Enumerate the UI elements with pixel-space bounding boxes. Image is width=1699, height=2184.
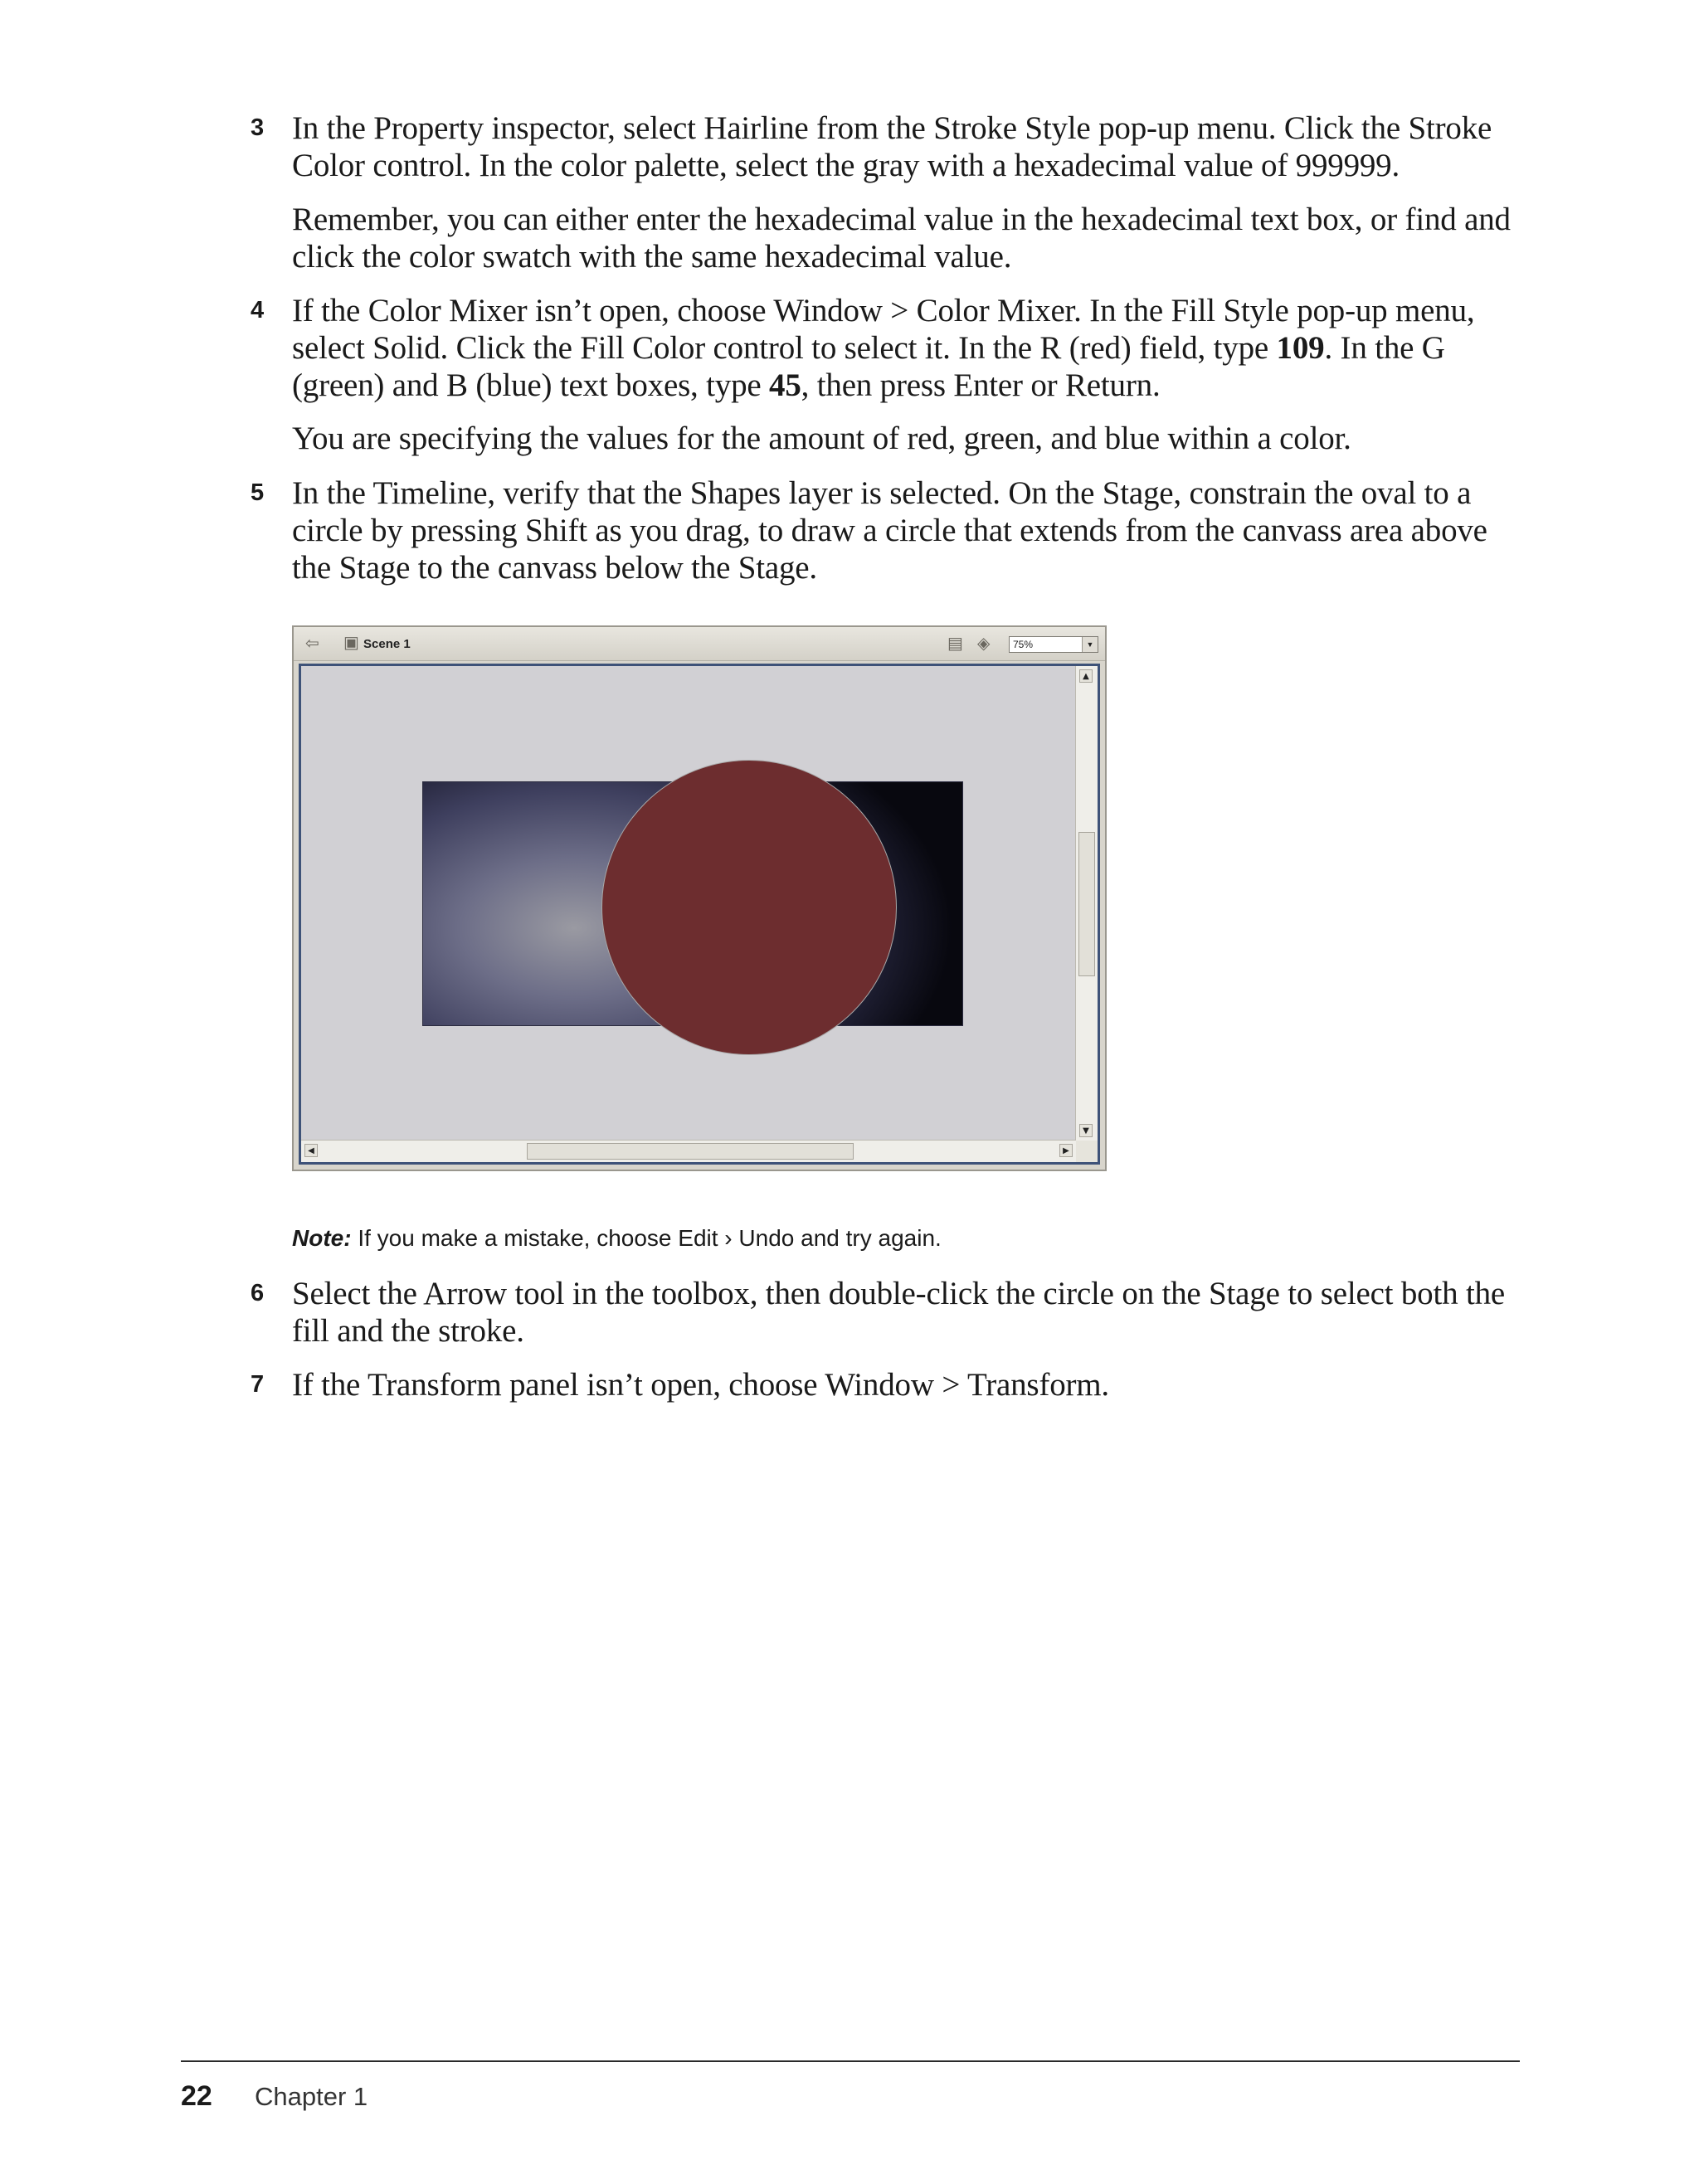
vertical-scrollbar[interactable]: [1075, 666, 1098, 1141]
step-5: [251, 474, 1528, 586]
step-text: If the Transform panel isn’t open, choose Window > Transform.: [292, 1367, 1109, 1403]
chapter-label: Chapter 1: [255, 2082, 368, 2111]
step-text: If the Color Mixer isn’t open, choose Window > Color Mixer. In the Fill Style pop-up menu, select Solid. Click the Fill Color control to select it. In the R (red) field, type 109. In the G (green) and B (blue) text boxes, type 45, then press Enter or Return.: [292, 293, 1475, 403]
step-number: 5: [251, 479, 265, 506]
step-number: 7: [251, 1371, 265, 1398]
flash-stage-window: [292, 625, 1107, 1171]
page-number: 22: [181, 2080, 212, 2112]
edit-bar: [294, 627, 1105, 661]
zoom-value: 75%: [1013, 639, 1034, 650]
note: [292, 1225, 942, 1252]
back-arrow-icon[interactable]: ⇦: [305, 635, 319, 653]
step-number: 6: [251, 1280, 265, 1306]
scroll-left-icon[interactable]: ◀: [304, 1144, 318, 1157]
red-value: 109: [1276, 330, 1325, 366]
canvas-area[interactable]: [299, 664, 1100, 1165]
scroll-right-icon[interactable]: ▶: [1059, 1144, 1073, 1157]
zoom-select[interactable]: [1009, 636, 1098, 653]
horizontal-scroll-thumb[interactable]: [527, 1143, 854, 1160]
vertical-scroll-thumb[interactable]: [1078, 832, 1095, 976]
note-text: If you make a mistake, choose Edit › Undo and try again.: [351, 1225, 942, 1251]
footer-rule: [181, 2060, 1520, 2062]
step-4: [251, 292, 1528, 404]
step-text: In the Timeline, verify that the Shapes layer is selected. On the Stage, constrain the oval to a circle by pressing Shift as you drag, to draw a circle that extends from the canvass area above the Stage to the canvass below the Stage.: [292, 475, 1487, 586]
step-number: 4: [251, 297, 265, 323]
step-3: [251, 109, 1528, 184]
green-blue-value: 45: [769, 367, 801, 403]
step-3-remark: Remember, you can either enter the hexadecimal value in the hexadecimal text box, or find and click the color swatch with the same hexadecimal value.: [292, 202, 1511, 275]
drawn-circle[interactable]: [601, 760, 897, 1055]
horizontal-scrollbar[interactable]: [301, 1140, 1076, 1162]
step-text: Select the Arrow tool in the toolbox, then double-click the circle on the Stage to select both the fill and the stroke.: [292, 1276, 1506, 1349]
step-7: [251, 1366, 1528, 1403]
scroll-up-icon[interactable]: ▲: [1079, 669, 1093, 683]
scene-icon: ▣: [343, 634, 359, 652]
chevron-down-icon[interactable]: ▼: [1082, 637, 1098, 652]
step-number: 3: [251, 114, 265, 141]
resize-grip-icon[interactable]: [1076, 1141, 1098, 1162]
edit-scene-icon[interactable]: ▤: [947, 635, 963, 653]
scroll-down-icon[interactable]: ▼: [1079, 1124, 1093, 1137]
step-4-remark: You are specifying the values for the amount of red, green, and blue within a color.: [292, 421, 1351, 456]
note-label: Note:: [292, 1225, 352, 1251]
scene-label[interactable]: Scene 1: [363, 637, 411, 651]
edit-symbol-icon[interactable]: ◈: [977, 635, 991, 653]
step-text: In the Property inspector, select Hairline from the Stroke Style pop-up menu. Click the Stroke Color control. In the color palette, select the gray with a hexadecimal value of 999999.: [292, 110, 1492, 183]
step-6: [251, 1275, 1528, 1350]
